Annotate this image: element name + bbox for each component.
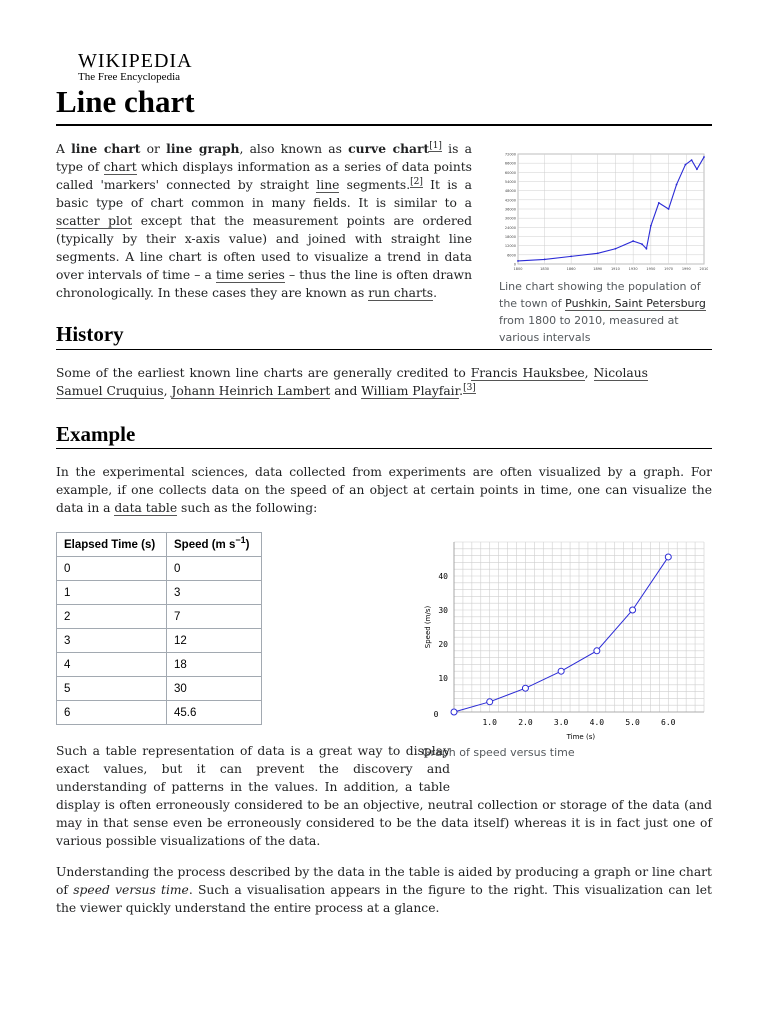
link-hauksbee[interactable]: Francis Hauksbee [470, 366, 585, 380]
table-row [57, 653, 262, 677]
citation-2[interactable]: [2] [410, 176, 423, 187]
x-tick-label: 5.0 [625, 718, 640, 727]
table-row [57, 629, 262, 653]
y-tick-label: 30 [438, 606, 448, 615]
link-pushkin[interactable]: Pushkin, Saint Petersburg [565, 297, 706, 310]
y-tick-label: 30000 [504, 216, 516, 221]
link-playfair[interactable]: William Playfair [361, 384, 460, 398]
example-paragraph-1: In the experimental sciences, data collected from experiments are often visualized by a graph. For example, if one collects data on the speed of an object at certain points in time, one can visualize the data in a data table such as the following: [56, 465, 712, 515]
cell-speed: 18 [167, 653, 262, 677]
link-time-series[interactable]: time series [215, 268, 285, 282]
y-tick-label: 24000 [504, 225, 516, 230]
x-tick-label: 2010 [699, 267, 708, 271]
x-tick-label: 1930 [628, 267, 638, 271]
cell-speed: 30 [167, 677, 262, 701]
y-tick-label: 10 [438, 674, 448, 683]
x-tick-label: 1890 [593, 267, 603, 271]
cell-speed: 7 [167, 605, 262, 629]
speed-point [522, 685, 528, 691]
cell-time: 0 [57, 557, 167, 581]
population-point [696, 168, 698, 170]
speed-point [487, 699, 493, 705]
x-tick-label: 1970 [664, 267, 674, 271]
speed-time-chart[interactable] [416, 532, 712, 744]
x-tick-label: 1860 [566, 267, 576, 271]
table-row [57, 557, 262, 581]
pushkin-population-chart[interactable] [498, 148, 708, 274]
y-tick-label: 40 [438, 572, 448, 581]
population-point [703, 156, 705, 158]
col-elapsed-time: Elapsed Time (s) [57, 533, 167, 557]
y-tick-label: 6000 [507, 253, 516, 258]
float-spacer [450, 742, 712, 794]
example-paragraph-2: Such a table representation of data is a great way to display exact values, but it can prevent the discovery and understanding of patterns in the values. In addition, a table display is often erroneously considered to be an objective, neutral collection or storage of the data (and may in that sense even be erroneously considered to be the data itself) whereas it is in fact just one of various possible visualizations of the data. [56, 744, 712, 848]
title-rule [56, 124, 712, 126]
cell-speed: 0 [167, 557, 262, 581]
speed-point [558, 668, 564, 674]
x-tick-label: 1950 [646, 267, 656, 271]
population-point [646, 248, 648, 250]
table-row [57, 677, 262, 701]
link-lambert[interactable]: Johann Heinrich Lambert [171, 384, 331, 398]
x-tick-label: 1990 [681, 267, 691, 271]
history-paragraph: Some of the earliest known line charts are generally credited to Francis Hauksbee, Nicolaus Samuel Cruquius, Johann Heinrich Lambert and William Playfair.[3] [56, 366, 648, 398]
y-tick-label: 72000 [504, 152, 516, 157]
link-cruquius[interactable]: Nicolaus Samuel Cruquius [56, 366, 648, 398]
page-title: Line chart [56, 84, 195, 119]
speed-point [451, 709, 457, 715]
table-header-row [57, 533, 262, 557]
x-tick-label: 6.0 [661, 718, 676, 727]
cell-speed: 45.6 [167, 701, 262, 725]
intro-paragraph: A line chart or line graph, also known as curve chart[1] is a type of chart which displays information as a series of data points called 'markers' connected by straight line segments.[2] It is a basic type of chart common in many fields. It is similar to a scatter plot except that the measurement points are ordered (typically by their x-axis value) and joined with straight line segments. A line chart is often used to visualize a trend in data over intervals of time – a time series – thus the line is often drawn chronologically. In these cases they are known as run charts. [56, 140, 473, 300]
speed-data-table [56, 532, 262, 725]
population-point [570, 255, 572, 257]
y-tick-label: 48000 [504, 189, 516, 194]
speed-chart-caption: Graph of speed versus time [422, 746, 575, 759]
wikipedia-logo[interactable] [78, 50, 193, 83]
y-tick-label: 66000 [504, 161, 516, 166]
population-point [615, 248, 617, 250]
cell-time: 3 [57, 629, 167, 653]
x-tick-label: 1830 [540, 267, 550, 271]
speed-point [594, 648, 600, 654]
population-point [676, 184, 678, 186]
y-tick-label: 12000 [504, 244, 516, 249]
y-tick-label: 60000 [504, 170, 516, 175]
cell-time: 1 [57, 581, 167, 605]
table-row [57, 605, 262, 629]
population-point [597, 252, 599, 254]
y-tick-label: 42000 [504, 198, 516, 203]
population-point [650, 225, 652, 227]
y-tick-label: 0 [513, 262, 516, 267]
table-row [57, 701, 262, 725]
population-point [632, 240, 634, 242]
link-chart[interactable]: chart [103, 160, 137, 174]
population-point [685, 164, 687, 166]
cell-speed: 12 [167, 629, 262, 653]
population-point [691, 159, 693, 161]
y-tick-label: 36000 [504, 207, 516, 212]
example-rule [56, 448, 712, 449]
example-paragraph-3: Understanding the process described by the data in the table is aided by producing a graph or line chart of speed versus time. Such a visualisation appears in the figure to the right. This visualization can let the viewer quickly understand the entire process at a glance. [56, 865, 712, 915]
x-tick-label: 1800 [513, 267, 523, 271]
population-point [668, 208, 670, 210]
example-heading: Example [56, 422, 136, 446]
speed-point [665, 554, 671, 560]
x-tick-label: 1.0 [482, 718, 497, 727]
history-rule [56, 349, 712, 350]
y-axis-title: Speed (m/s) [424, 605, 432, 649]
col-speed: Speed (m $s^{-1}$) [167, 533, 262, 557]
population-point [641, 243, 643, 245]
table-row [57, 581, 262, 605]
cell-time: 5 [57, 677, 167, 701]
x-tick-label: 3.0 [553, 718, 569, 727]
population-point [517, 260, 519, 262]
citation-1[interactable]: [1] [429, 140, 442, 151]
x-tick-label: 1910 [610, 267, 620, 271]
y-tick-label: 20 [438, 640, 448, 649]
x-tick-label: 4.0 [589, 718, 605, 727]
citation-3[interactable]: [3] [463, 382, 476, 393]
logo-wordmark: WIKIPEDIA [78, 50, 193, 72]
pushkin-chart-caption: Line chart showing the population of the town of Pushkin, Saint Petersburg from 1800 to 2010, measured at various intervals [499, 280, 706, 344]
cell-time: 2 [57, 605, 167, 629]
cell-time: 6 [57, 701, 167, 725]
origin-label: 0 [433, 710, 439, 719]
population-point [658, 202, 660, 204]
cell-time: 4 [57, 653, 167, 677]
logo-tagline: The Free Encyclopedia [78, 71, 181, 83]
link-run-charts[interactable]: run charts [368, 286, 434, 300]
x-axis-title: Time (s) [566, 733, 596, 741]
link-scatter-plot[interactable]: scatter plot [56, 214, 133, 228]
x-tick-label: 2.0 [518, 718, 533, 727]
cell-speed: 3 [167, 581, 262, 605]
population-point [544, 259, 546, 261]
link-data-table[interactable]: data table [114, 501, 178, 515]
link-line[interactable]: line [316, 178, 340, 192]
y-tick-label: 18000 [504, 235, 516, 239]
speed-point [630, 607, 636, 613]
history-heading: History [56, 322, 124, 346]
y-tick-label: 54000 [504, 180, 516, 184]
